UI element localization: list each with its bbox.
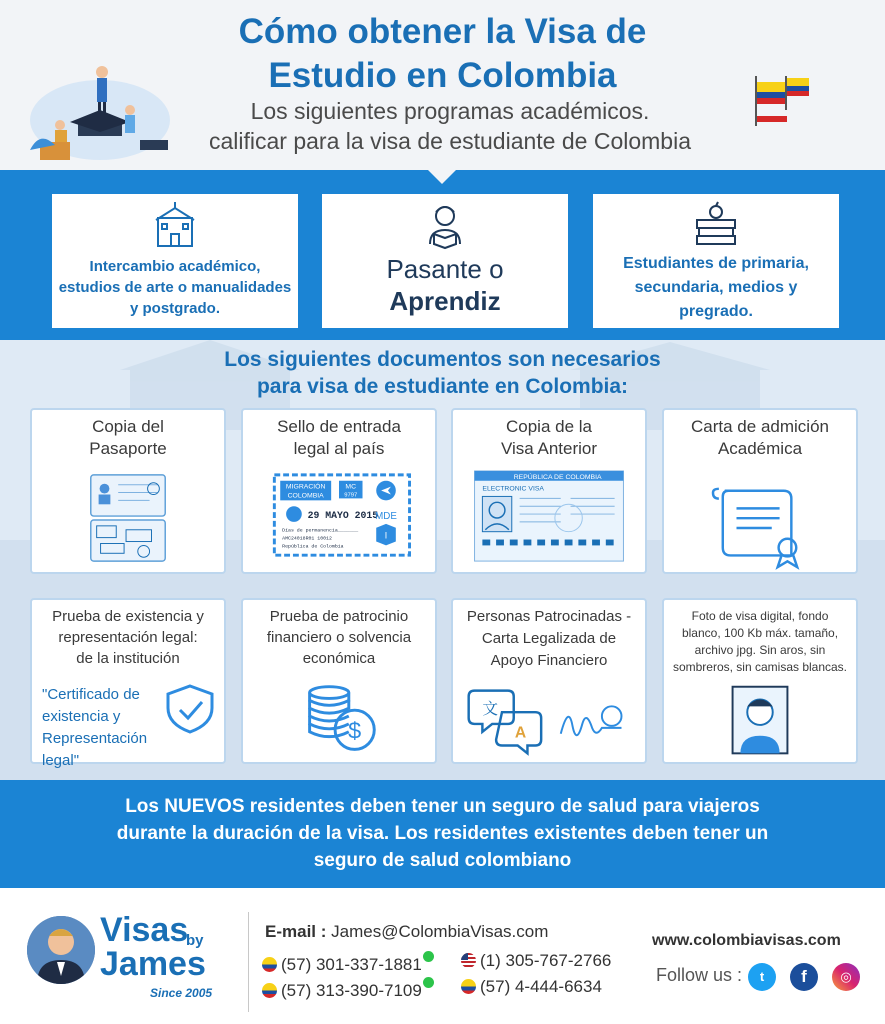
- coins-dollar-icon: [243, 682, 435, 758]
- note-line: durante la duración de la visa. Los residentes existentes deben tener un: [116, 823, 769, 844]
- doc-title-line: archivo jpg. Sin aros, sin: [694, 643, 826, 657]
- doc-title: [38, 606, 218, 669]
- brand-since: Since 2005: [150, 986, 213, 1000]
- doc-title-line: Prueba de existencia y: [52, 608, 204, 625]
- books-apple-icon: [691, 200, 741, 250]
- program-card-exchange: [52, 194, 298, 328]
- doc-title-line: representación legal:: [58, 629, 198, 646]
- doc-title-line: blanco, 100 Kb máx. tamaño,: [681, 626, 839, 640]
- footer-divider: [248, 912, 249, 1012]
- doc-title-line: sombreros, sin camisas blancas.: [672, 660, 848, 674]
- stamp-code1: MC: [345, 483, 357, 491]
- stamp-line2: AMC24018R01 10012: [282, 536, 332, 542]
- documents-title-line: para visa de estudiante en Colombia:: [256, 375, 629, 398]
- shield-check-icon: [162, 684, 218, 734]
- phone-entry[interactable]: [262, 977, 434, 1001]
- instagram-icon[interactable]: ◎: [832, 963, 860, 991]
- quote-line: existencia y: [42, 708, 121, 725]
- doc-title-line: de la institución: [76, 650, 180, 667]
- documents-title-line: Los siguientes documentos son necesarios: [224, 348, 661, 371]
- program-line: Pasante o: [386, 254, 504, 284]
- colombia-flag-icon: [262, 983, 277, 998]
- phone-number[interactable]: (57) 301-337-1881: [281, 955, 422, 974]
- note-line: Los NUEVOS residentes deben tener un seguro de salud para viajeros: [125, 796, 760, 817]
- band-notch: [424, 166, 460, 184]
- doc-title: [459, 416, 639, 460]
- text-line: Intercambio académico,: [89, 258, 261, 275]
- email-label: E-mail :: [265, 922, 327, 941]
- student-reading-icon: [420, 200, 470, 250]
- phone-number[interactable]: (57) 313-390-7109: [281, 981, 422, 1000]
- doc-title-line: Foto de visa digital, fondo: [691, 609, 829, 623]
- doc-title-line: Carta Legalizada de: [481, 630, 617, 647]
- stamp-header1: MIGRACIÓN: [285, 483, 326, 491]
- certificate-quote: [42, 684, 182, 772]
- doc-title-line: Prueba de patrocinio: [269, 608, 409, 625]
- contact-email: [265, 922, 548, 942]
- doc-title-line: Académica: [717, 439, 803, 458]
- passport-icon: [32, 470, 224, 568]
- doc-card-entry-stamp: [241, 408, 437, 574]
- doc-title-line: legal al país: [293, 439, 385, 458]
- title-line: Cómo obtener la Visa de: [238, 12, 647, 51]
- program-card-students: [593, 194, 839, 328]
- brand-by: by: [186, 932, 204, 949]
- stamp-code2: 9797: [344, 492, 358, 499]
- stamp-header2: COLOMBIA: [287, 492, 324, 500]
- text-line: secundaria, medios y: [634, 279, 798, 296]
- brand-james: James: [100, 945, 206, 983]
- follow-label: Follow us :: [656, 965, 743, 985]
- doc-title-line: Personas Patrocinadas -: [466, 608, 632, 625]
- quote-line: "Certificado de: [42, 686, 140, 703]
- stamp-mde: MDE: [375, 510, 397, 522]
- doc-title-line: económica: [302, 650, 376, 667]
- doc-card-passport: [30, 408, 226, 574]
- subtitle-line: calificar para la visa de estudiante de Colombia: [209, 128, 691, 154]
- doc-title-line: Sello de entrada: [277, 417, 401, 436]
- doc-card-previous-visa: [451, 408, 647, 574]
- doc-title: [670, 416, 850, 460]
- email-link[interactable]: James@ColombiaVisas.com: [331, 922, 549, 941]
- phone-number[interactable]: (57) 4-444-6634: [480, 977, 602, 996]
- phone-entry[interactable]: [262, 951, 434, 975]
- phone-entry[interactable]: [461, 951, 611, 971]
- person-photo-icon: [27, 916, 95, 984]
- program-text: [58, 256, 292, 319]
- doc-title: [670, 608, 850, 676]
- page-subtitle: [130, 96, 770, 156]
- visa-card-icon: [453, 468, 645, 566]
- doc-card-legal-existence: [30, 598, 226, 769]
- title-line: Estudio en Colombia: [268, 56, 617, 95]
- note-line: seguro de salud colombiano: [313, 850, 572, 871]
- translation-signature-icon: [453, 686, 645, 756]
- stamp-date: 29 MAYO 2015: [307, 509, 379, 521]
- doc-title-line: Carta de admición: [691, 417, 829, 436]
- translate-glyph: 文: [482, 699, 499, 719]
- doc-title-line: Copia del: [92, 417, 164, 436]
- text-line: Estudiantes de primaria,: [623, 255, 809, 272]
- doc-title-line: financiero o solvencia: [266, 629, 412, 646]
- colombia-flags-icon: [752, 76, 812, 126]
- whatsapp-icon: [423, 951, 434, 962]
- subtitle-line: Los siguientes programas académicos.: [250, 98, 650, 124]
- dollar-symbol: $: [348, 717, 362, 744]
- insurance-note: [30, 793, 855, 874]
- colombia-flag-icon: [461, 979, 476, 994]
- text-line: estudios de arte o manualidades: [58, 279, 292, 296]
- portrait-photo-icon: [664, 684, 856, 760]
- entry-stamp-icon: [243, 472, 435, 562]
- doc-card-digital-photo: [662, 598, 858, 764]
- doc-card-sponsored-persons: [451, 598, 647, 764]
- translate-letter: A: [514, 724, 527, 742]
- facebook-icon[interactable]: f: [790, 963, 818, 991]
- doc-card-admission-letter: [662, 408, 858, 574]
- doc-title-line: Apoyo Financiero: [490, 652, 608, 669]
- whatsapp-icon: [423, 977, 434, 988]
- visa-header: REPÚBLICA DE COLOMBIA: [513, 473, 602, 481]
- doc-title: [249, 606, 429, 669]
- colombia-flag-icon: [262, 957, 277, 972]
- twitter-icon[interactable]: t: [748, 963, 776, 991]
- school-building-icon: [150, 200, 200, 250]
- doc-title-line: Pasaporte: [89, 439, 167, 458]
- avatar: [27, 916, 95, 984]
- phone-entry[interactable]: [461, 977, 602, 997]
- program-text: [599, 252, 833, 324]
- doc-title-line: Copia de la: [505, 417, 592, 436]
- text-line: y postgrado.: [129, 300, 220, 317]
- quote-line: Representación legal": [42, 730, 148, 769]
- doc-title: [459, 606, 639, 672]
- program-line-bold: Aprendiz: [389, 286, 501, 316]
- program-card-intern: [322, 194, 568, 328]
- documents-title: [0, 346, 885, 400]
- visa-label: ELECTRONIC VISA: [482, 485, 544, 493]
- phone-number[interactable]: (1) 305-767-2766: [480, 951, 612, 970]
- brand-visas: Visas: [100, 911, 189, 949]
- doc-title-line: Visa Anterior: [500, 439, 598, 458]
- doc-title: [38, 416, 218, 460]
- doc-title: [249, 416, 429, 460]
- doc-card-financial-sponsorship: [241, 598, 437, 764]
- stamp-box: I: [384, 530, 388, 541]
- website-link[interactable]: www.colombiavisas.com: [652, 932, 841, 949]
- text-line: pregrado.: [679, 303, 753, 320]
- stamp-line1: Días de permanencia_______: [282, 528, 359, 534]
- stamp-line3: República de Colombia: [282, 544, 344, 550]
- usa-flag-icon: [461, 953, 476, 968]
- certificate-icon: [664, 486, 856, 570]
